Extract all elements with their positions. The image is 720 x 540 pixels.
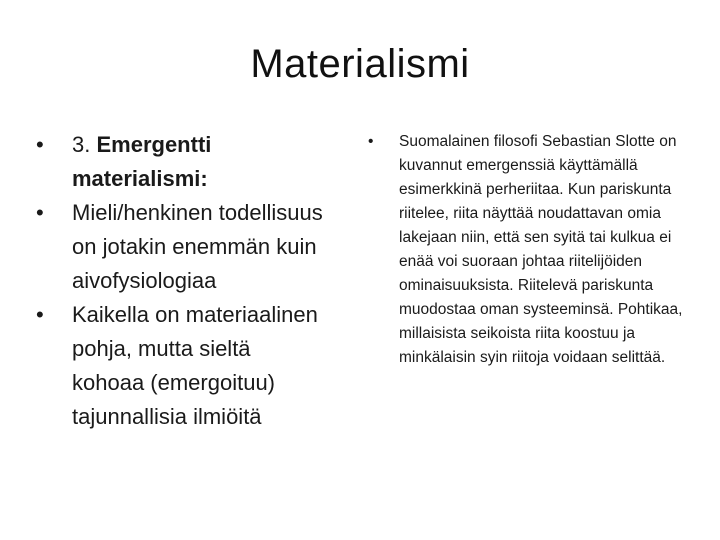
left-bullet-list <box>36 128 326 434</box>
right-bullet-1: • Suomalainen filosofi Sebastian Slotte on kuvannut emergenssiä käyttämällä esimerkkinä perheriitaa. Kun pariskunta riitelee, riita näyttää noudattavan omia lakejaan niin, että sen syitä tai kulkua ei enää voi suoraan johtaa riitelijöiden ominaisuuksista. Riitelevä pariskunta muodostaa oman systeeminsä. Pohtikaa, millaisista seikoista riita koostuu ja minkälaisin syin riitoja voidaan selittää. <box>362 130 707 370</box>
right-bullet-list <box>362 130 707 370</box>
left-bullet-2: • Mieli/henkinen todellisuus on jotakin enemmän kuin aivofysiologiaa <box>36 196 326 298</box>
left-bullet-1 <box>36 128 326 196</box>
left-bullet-3: • Kaikella on materiaalinen pohja, mutta sieltä kohoaa (emergoituu) tajunnallisia ilmiöitä <box>36 298 326 434</box>
left-bullet-1-text: Emergentti materialismi: <box>72 132 212 191</box>
right-column <box>362 130 707 370</box>
left-column <box>36 128 326 434</box>
left-bullet-1-number: 3. <box>72 132 97 157</box>
slide-title: Materialismi <box>250 42 470 86</box>
